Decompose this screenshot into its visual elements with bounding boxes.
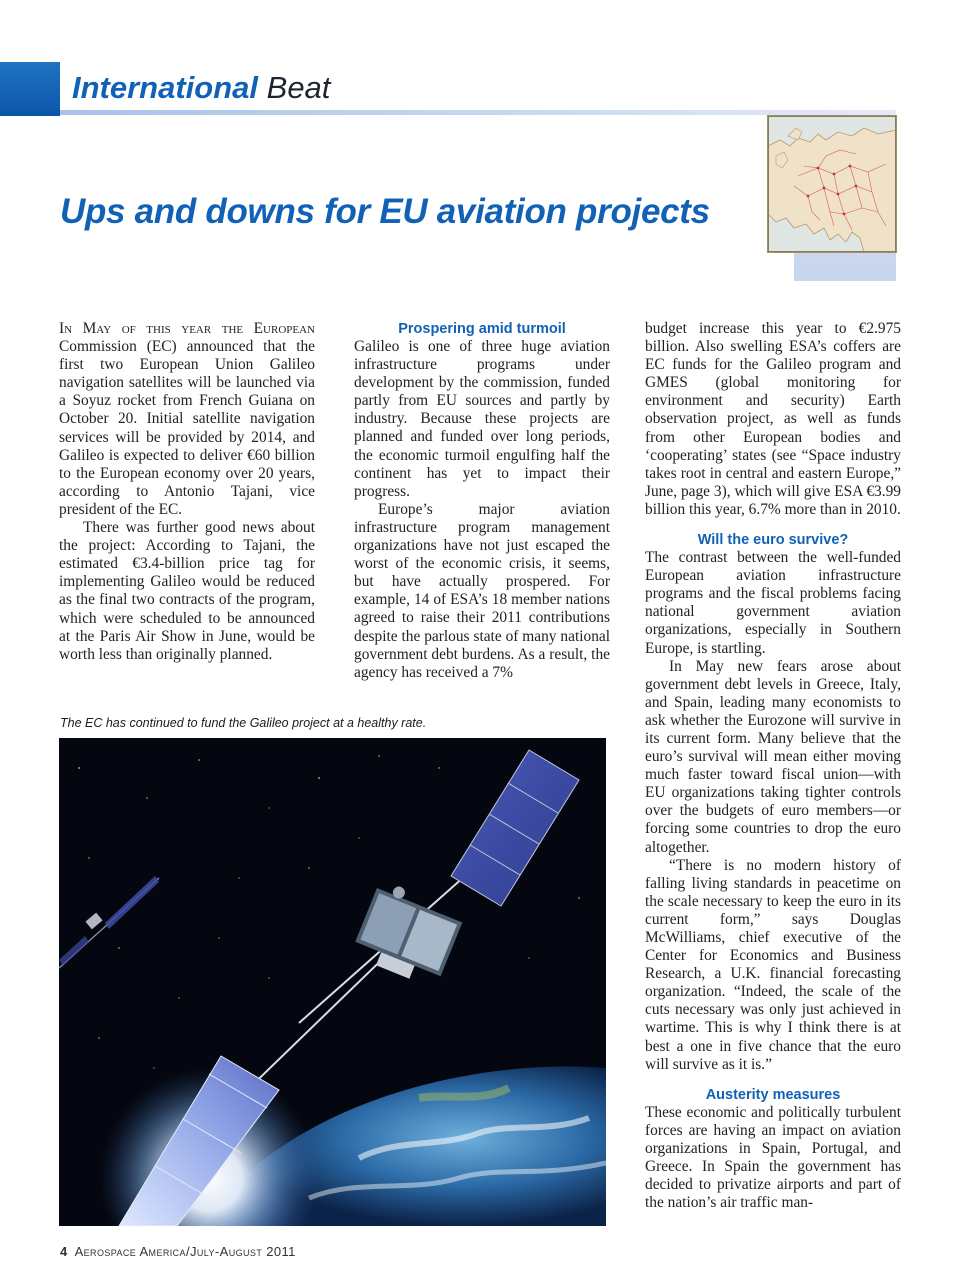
- article-column-3: [645, 320, 901, 1212]
- body-paragraph: The contrast between the well-funded European aviation infrastructure programs and the fiscal problems facing national government aviation organizations, especially in Southern Europe, is startling.: [645, 549, 901, 657]
- body-paragraph: There was further good news about the project: According to Tajani, the estimated €3.4-billion price tag for implementing Galileo would be reduced as the final two contracts of the program, which were scheduled to be announced at the Paris Air Show in June, would be worth less than originally planned.: [59, 519, 315, 663]
- lead-paragraph-text: Commission (EC) announced that the first two European Union Galileo navigation satellites will be launched via a Soyuz rocket from French Guiana on October 20. Initial satellite navigation services will be provided by 2014, and Galileo is expected to deliver €60 billion to the European economy over 20 years, according to Antonio Tajani, vice president of the EC.: [59, 338, 315, 518]
- body-paragraph: In May new fears arose about government debt levels in Greece, Italy, and Spain, leading many economists to ask whether the Eurozone will survive in its current form. Many believe that the euro’s survival will mean either moving much faster toward fiscal union—with EU organizations taking tighter controls over the budgets of euro members—or forcing some countries to drop the euro altogether.: [645, 657, 901, 856]
- body-paragraph: These economic and politically turbulent forces are having an impact on aviation organizations in Spain, Portugal, and Greece. In Spain the government has decided to privatize airports and part of the nation’s air traffic man-: [645, 1103, 901, 1212]
- section-label-strong: International: [72, 70, 259, 105]
- publication-info: Aerospace America/July-August 2011: [74, 1244, 296, 1259]
- body-paragraph: Europe’s major aviation infrastructure program management organizations have not just escaped the worst of the economic crisis, it seems, but have actually prospered. For example, 14 of ESA’s 18 member nations agreed to raise their 2011 contributions despite the parlous state of many national government debt burdens. As a result, the agency has received a 7%: [354, 500, 610, 681]
- article-column-1: [59, 320, 315, 664]
- body-paragraph: “There is no modern history of falling living standards in peacetime on the scale necessary to keep the euro in its current form,” says Douglas McWilliams, chief executive of the Center for Economics and Business Research, a U.K. financial forecasting organization. “Indeed, the scale of the cuts necessary was only just achieved in wartime. This is why I think there is at best a one in five chance that the euro will survive as it is.”: [645, 856, 901, 1073]
- subhead-prospering: Prospering amid turmoil: [398, 321, 566, 337]
- section-color-block: [0, 62, 60, 116]
- article-column-2: [354, 320, 610, 682]
- lead-in: In May of this year the European: [59, 320, 315, 337]
- photo-caption: The EC has continued to fund the Galileo project at a healthy rate.: [60, 716, 427, 730]
- section-label: [72, 70, 330, 106]
- section-label-rest: Beat: [266, 70, 331, 105]
- galileo-satellite-photo: [59, 738, 606, 1226]
- europe-map-image: [767, 115, 897, 253]
- body-paragraph: budget increase this year to €2.975 billion. Also swelling ESA’s coffers are EC funds for the Galileo program and GMES (global monitoring for environment and security) Earth observation project, as well as funds from other European bodies and ‘cooperating’ states (see “Space industry takes root in central and eastern Europe,” June, page 3), which will give ESA €3.99 billion this year, 6.7% more than in 2010.: [645, 320, 901, 518]
- satellite-illustration: [59, 738, 606, 1226]
- page-title: Ups and downs for EU aviation projects: [60, 192, 710, 231]
- page-number: 4: [60, 1244, 68, 1259]
- page-footer: [60, 1244, 296, 1259]
- body-paragraph: Galileo is one of three huge aviation infrastructure programs under development by the commission, funded partly from EU sources and partly by industry. Because these projects are planned and funded over long periods, the economic turmoil engulfing half the continent has yet to impact their progress.: [354, 338, 610, 500]
- subhead-euro: Will the euro survive?: [697, 532, 849, 549]
- subhead-austerity: Austerity measures: [705, 1086, 841, 1103]
- body-paragraph: [59, 320, 315, 519]
